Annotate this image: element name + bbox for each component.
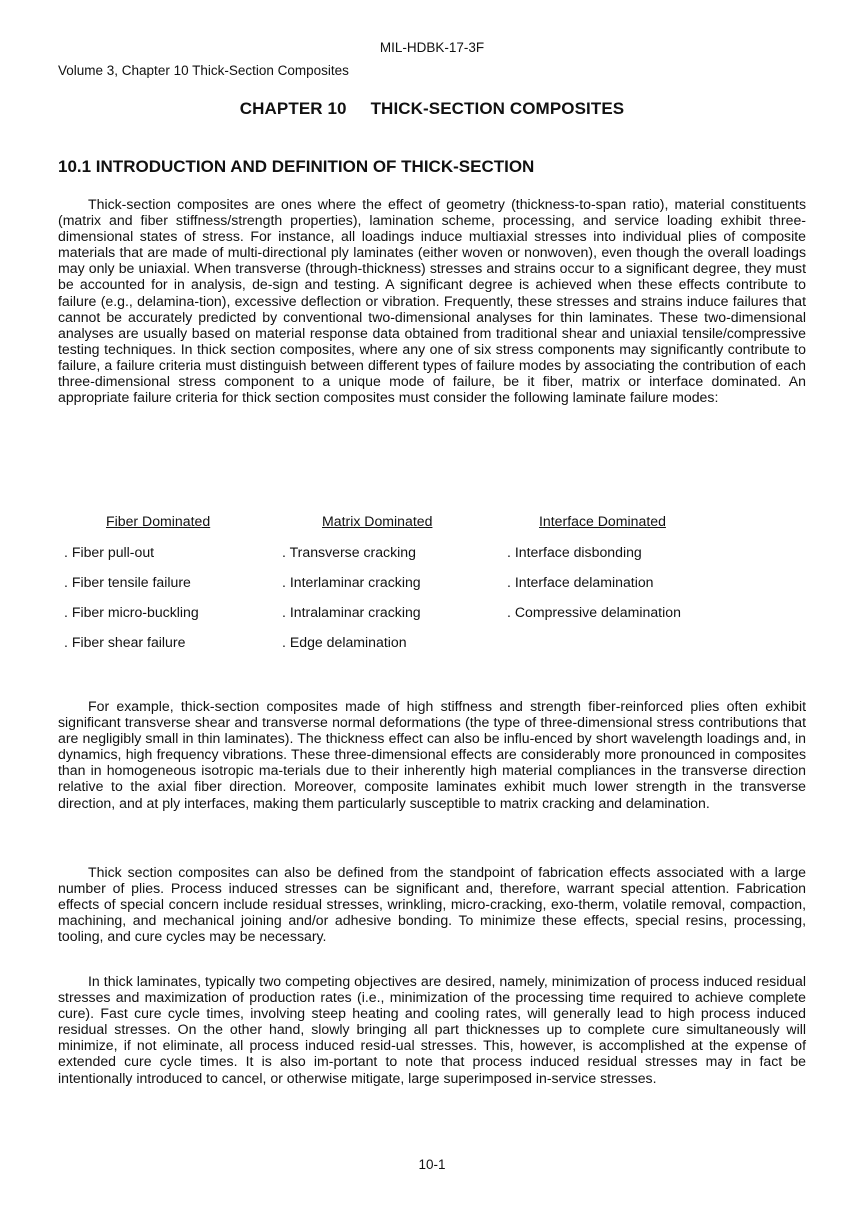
paragraph-fabrication: Thick section composites can also be defined from the standpoint of fabrication effects associated with a large number of plies. Process induced stresses can be significant and, therefore, warrant special attention. Fabrication effects of special concern include residual stresses, wrinkling, micro-cracking, exo-therm, volatile removal, compaction, machining, and mechanical joining and/or adhesive bonding. To minimize these effects, special resins, processing, tooling, and cure cycles may be necessary. [58,864,806,945]
paragraph-example: For example, thick-section composites made of high stiffness and strength fiber-reinforced plies often exhibit significant transverse shear and transverse normal deformations (the type of three-dimensional stress contributions that are negligibly small in thin laminates). The thickness effect can also be influ-enced by short wavelength loadings and, in dynamics, high frequency vibrations. These three-dimensional effects are considerably more pronounced in composites than in homogeneous isotropic ma-terials due to their inherently high material compliances in the transverse direction relative to the axial fiber direction. Moreover, composite laminates exhibit much lower strength in the transverse direction, and at ply interfaces, making them particularly susceptible to matrix cracking and delamination. [58,698,806,811]
list-item: . Compressive delamination [507,604,681,620]
list-item: . Transverse cracking [282,544,416,560]
column-heading-fiber: Fiber Dominated [106,513,211,529]
document-id: MIL-HDBK-17-3F [379,40,485,55]
chapter-title [0,99,864,119]
list-item: . Intralaminar cracking [282,604,421,620]
running-header: Volume 3, Chapter 10 Thick-Section Composites [58,63,349,78]
section-heading: 10.1 INTRODUCTION AND DEFINITION OF THICK-SECTION [58,157,535,176]
chapter-number: CHAPTER 10 [239,99,347,118]
list-item: . Fiber pull-out [64,544,155,560]
column-heading-matrix: Matrix Dominated [322,513,433,529]
list-item: . Edge delamination [282,634,407,650]
paragraph-intro: Thick-section composites are ones where the effect of geometry (thickness-to-span ratio), material constituents (matrix and fiber stiffness/strength properties), lamination scheme, processing, and service loading exhibit three-dimensional states of stress. For instance, all loadings induce multiaxial stresses into individual plies of composite materials that are made of multi-directional ply laminates (either woven or nonwoven), even though the overall loadings may only be uniaxial. When transverse (through-thickness) stresses and strains occur to a significant degree, they must be accounted for in analysis, de-sign and testing. A significant degree is achieved when these effects contribute to failure (e.g., delamina-tion), excessive deflection or vibration. Frequently, these stresses and strains induce failures that cannot be accurately predicted by conventional two-dimensional analyses for thin laminates. These two-dimensional analyses are usually based on material response data obtained from traditional shear and uniaxial tensile/compressive testing techniques. In thick section composites, where any one of six stress components may significantly contribute to failure, a failure criteria must distinguish between different types of failure modes by associating the contribution of each three-dimensional stress component to a unique mode of failure, be it fiber, matrix or interface dominated. An appropriate failure criteria for thick section composites must consider the following laminate failure modes: [58,196,806,406]
list-item: . Interface disbonding [507,544,642,560]
list-item: . Fiber tensile failure [64,574,191,590]
paragraph-cure: In thick laminates, typically two competing objectives are desired, namely, minimization of process induced residual stresses and maximization of production rates (i.e., minimization of the processing time required to achieve complete cure). Fast cure cycle times, involving steep heating and cooling rates, will generally lead to high process induced residual stresses. On the other hand, slowly bringing all part thicknesses up to complete cure simultaneously will minimize, if not eliminate, all process induced resid-ual stresses. This, however, is accomplished at the expense of extended cure cycle times. It is also im-portant to note that process induced residual stresses may in fact be intentionally introduced to cancel, or otherwise mitigate, large superimposed in-service stresses. [58,973,806,1086]
list-item: . Fiber shear failure [64,634,186,650]
failure-column-interface [507,513,681,633]
list-item: . Interlaminar cracking [282,574,421,590]
failure-column-fiber [64,513,210,663]
chapter-name: THICK-SECTION COMPOSITES [370,99,625,118]
column-heading-interface: Interface Dominated [539,513,666,529]
failure-column-matrix [282,513,432,663]
page-number: 10-1 [418,1157,446,1172]
list-item: . Interface delamination [507,574,654,590]
list-item: . Fiber micro-buckling [64,604,199,620]
